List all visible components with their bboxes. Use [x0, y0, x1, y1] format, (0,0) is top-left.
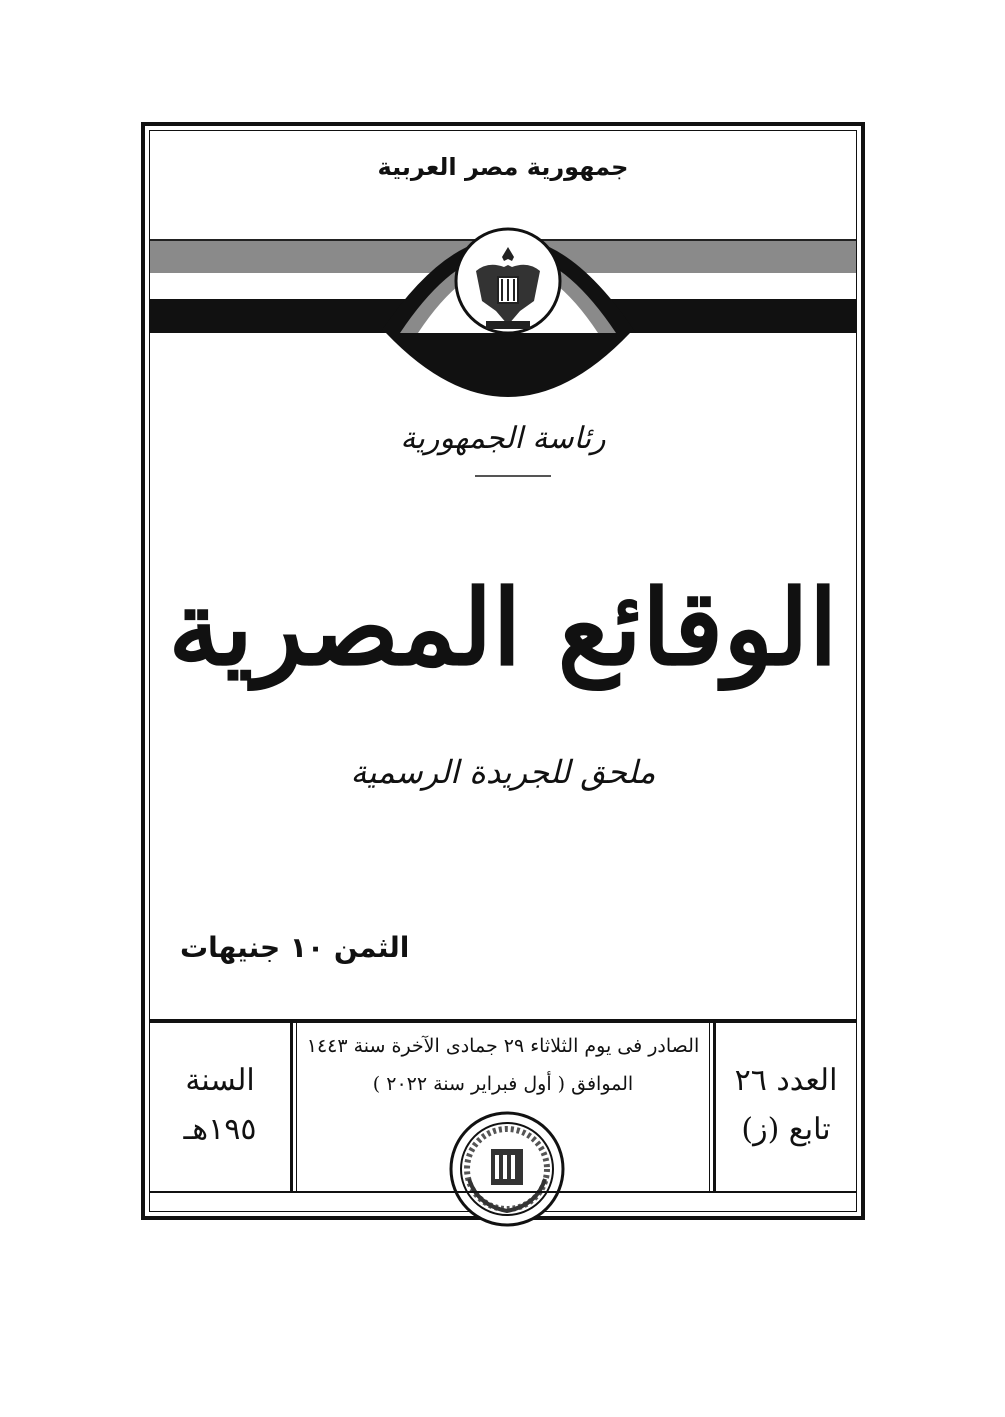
issue-supplement: تابع (ز): [741, 1112, 831, 1147]
masthead-subtitle: ملحق للجريدة الرسمية: [350, 753, 656, 791]
price-label: الثمن ١٠ جنيهات: [180, 931, 410, 964]
presidency-divider: [475, 475, 551, 477]
year-cell: [150, 1023, 293, 1191]
presidency-label: رئاسة الجمهورية: [400, 421, 606, 456]
issued-date: الصادر فى يوم الثلاثاء ٢٩ جمادى الآخرة سنة ١٤٤٣: [306, 1035, 700, 1057]
date-cell: [296, 1023, 710, 1191]
issue-cell: [713, 1023, 856, 1191]
corresponding-date: الموافق ( أول فبراير سنة ٢٠٢٢ ): [372, 1073, 634, 1095]
footer-bottom-rule: [150, 1191, 856, 1193]
country-title: جمهورية مصر العربية: [377, 153, 629, 181]
cover-frame: [141, 122, 865, 1220]
footer-panel: [150, 1019, 856, 1199]
masthead-title: الوقائع المصرية: [168, 566, 838, 689]
year-label: السنة: [185, 1063, 255, 1098]
year-value: ١٩٥هـ: [183, 1112, 257, 1147]
issue-number: العدد ٢٦: [734, 1063, 838, 1098]
eagle-emblem-icon: [468, 241, 548, 333]
printing-seal-icon: [447, 1109, 567, 1229]
cover-inner-frame: [149, 130, 857, 1212]
